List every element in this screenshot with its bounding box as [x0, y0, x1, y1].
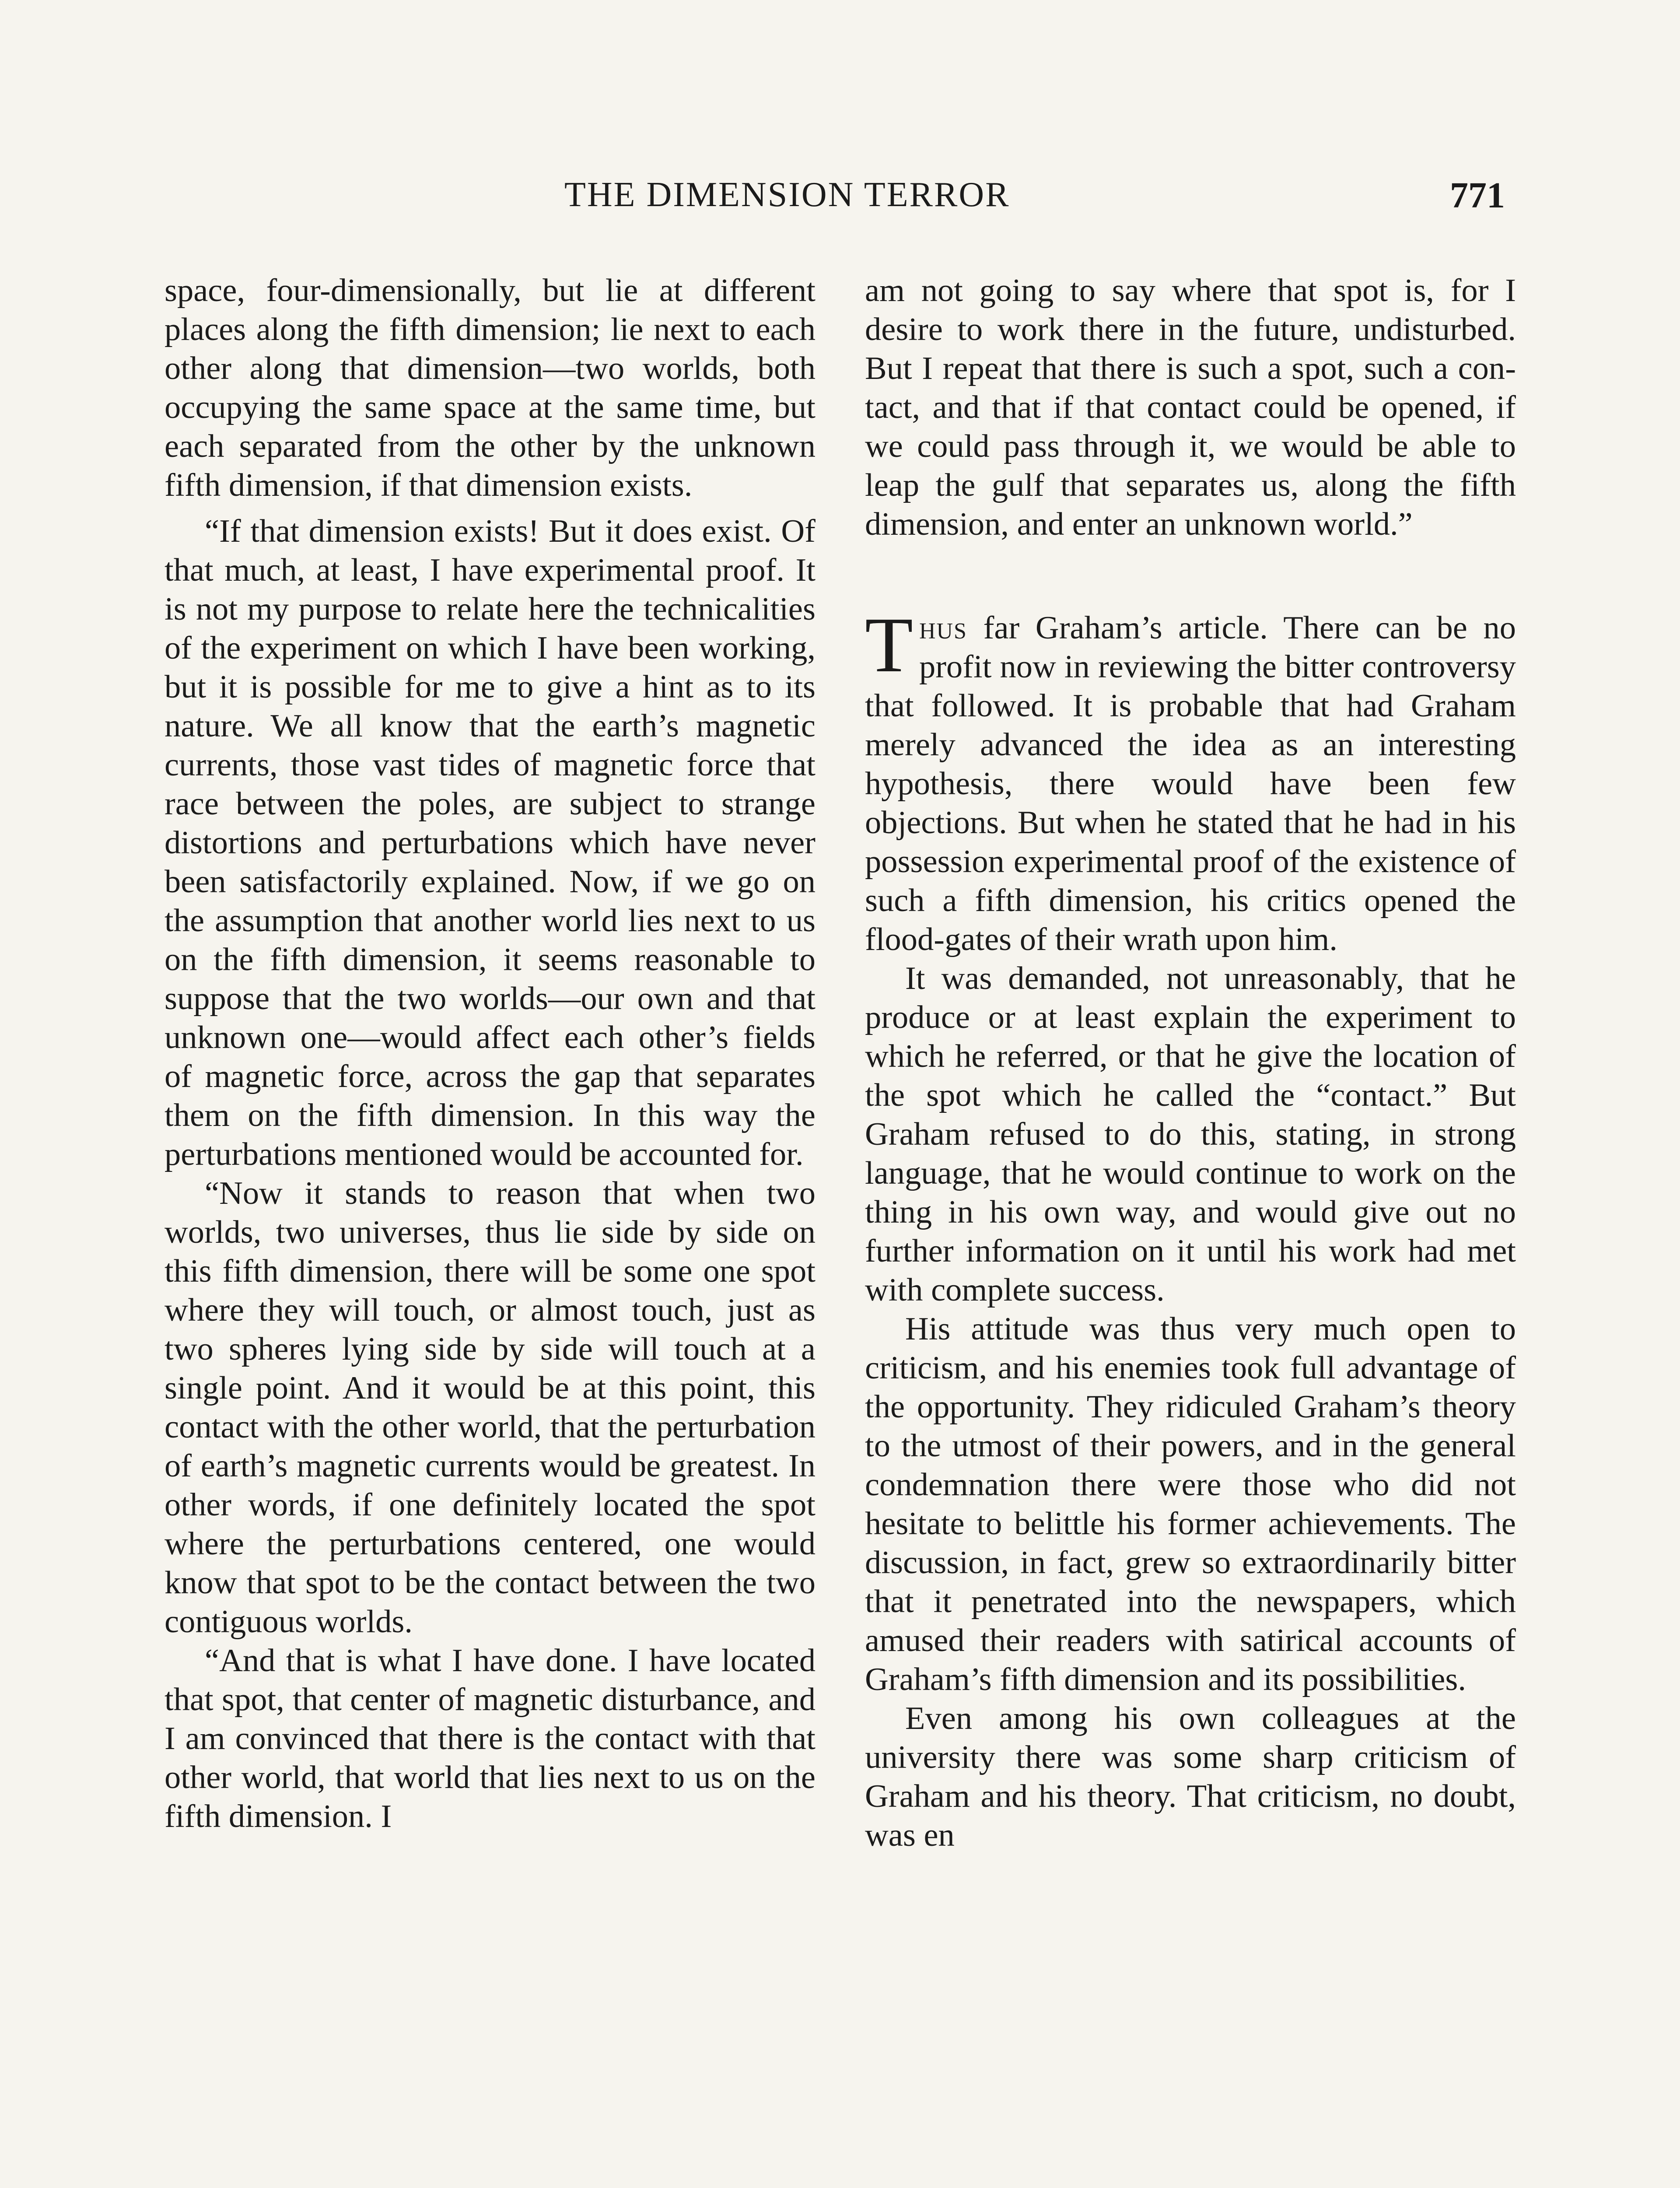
section-text: far Graham’s article. There can be no profit now in reviewing the bitter controversy that followed. It is probable that had Graham merely advanced the idea as an interesting hypothesis, there would have been few objections. But when he stated that he had in his possession experimental proof of the existence of such a fifth dimension, his critics opened the flood-gates of their wrath upon him. [865, 610, 1516, 957]
paragraph: space, four-dimensionally, but lie at different places along the fifth dimension; lie next to each other along that dimension—two worlds, both occupying the same space at the same time, but each separated from the other by the unknown fifth dimension, if that dimension exists. [164, 273, 816, 503]
section-opening-paragraph [865, 601, 1516, 959]
right-column [865, 271, 1516, 1855]
lead-in: hus [919, 610, 967, 646]
paragraph: Even among his own colleagues at the university there was some sharp criticism of Graham and his theory. That criticism, no doubt, was en [865, 1701, 1516, 1853]
paragraph: His attitude was thus very much open to criticism, and his enemies took full advantage of the opportunity. They ridiculed Graham’s theory to the utmost of their powers, and in the general condemnation there were those who did not hesitate to belittle his former achievements. The discussion, in fact, grew so extraordinarily bitter that it penetrated into the newspapers, which amused their readers with satirical accounts of Graham’s fifth dimension and its possibilities. [865, 1311, 1516, 1697]
paragraph: “And that is what I have done. I have located that spot, that center of magnetic disturbance, and I am convinced that there is the contact with that other world, that world that lies next to us on the fifth dimension. I [164, 1643, 816, 1834]
paragraph: “If that dimension exists! But it does exist. Of that much, at least, I have experimental proof. It is not my purpose to relate here the technicalities of the experiment on which I have been working, but it is possible for me to give a hint as to its nature. We all know that the earth’s magnetic currents, those vast tides of magnetic force that race between the poles, are subject to strange distortions and perturbations which have never been satisfactorily explained. Now, if we go on the assumption that another world lies next to us on the fifth dimension, it seems reasonable to suppose that the two worlds—our own and that unknown one—would affect each other’s fields of magnetic force, across the gap that separates them on the fifth dimension. In this way the perturbations mentioned would be accounted for. [164, 513, 816, 1172]
page-number: 771 [1450, 175, 1505, 216]
paragraph: It was demanded, not unreasonably, that he produce or at least explain the experiment to which he referred, or that he give the location of the spot which he called the “contact.” But Graham refused to do this, stating, in strong language, that he would continue to work on the thing in his own way, and would give out no further information on it until his work had met with complete success. [865, 961, 1516, 1308]
drop-cap: T [865, 601, 913, 688]
running-title: THE DIMENSION TERROR [564, 175, 1010, 214]
paragraph: “Now it stands to reason that when two worlds, two universes, thus lie side by side on this fifth dimension, there will be some one spot where they will touch, or almost touch, just as two spheres lying side by side will touch at a single point. And it would be at this point, this contact with the other world, that the perturbation of earth’s magnetic currents would be greatest. In other words, if one definitely located the spot where the perturbations centered, one would know that spot to be the contact between the two contiguous worlds. [164, 1175, 816, 1640]
left-column [164, 271, 816, 1836]
paragraph: am not going to say where that spot is, for I desire to work there in the future, undisturbed. But I repeat that there is such a spot, such a contact, and that if that contact could be opened, if we could pass through it, we would be able to leap the gulf that separates us, along the fifth dimension, and enter an unknown world.” [865, 273, 1516, 542]
